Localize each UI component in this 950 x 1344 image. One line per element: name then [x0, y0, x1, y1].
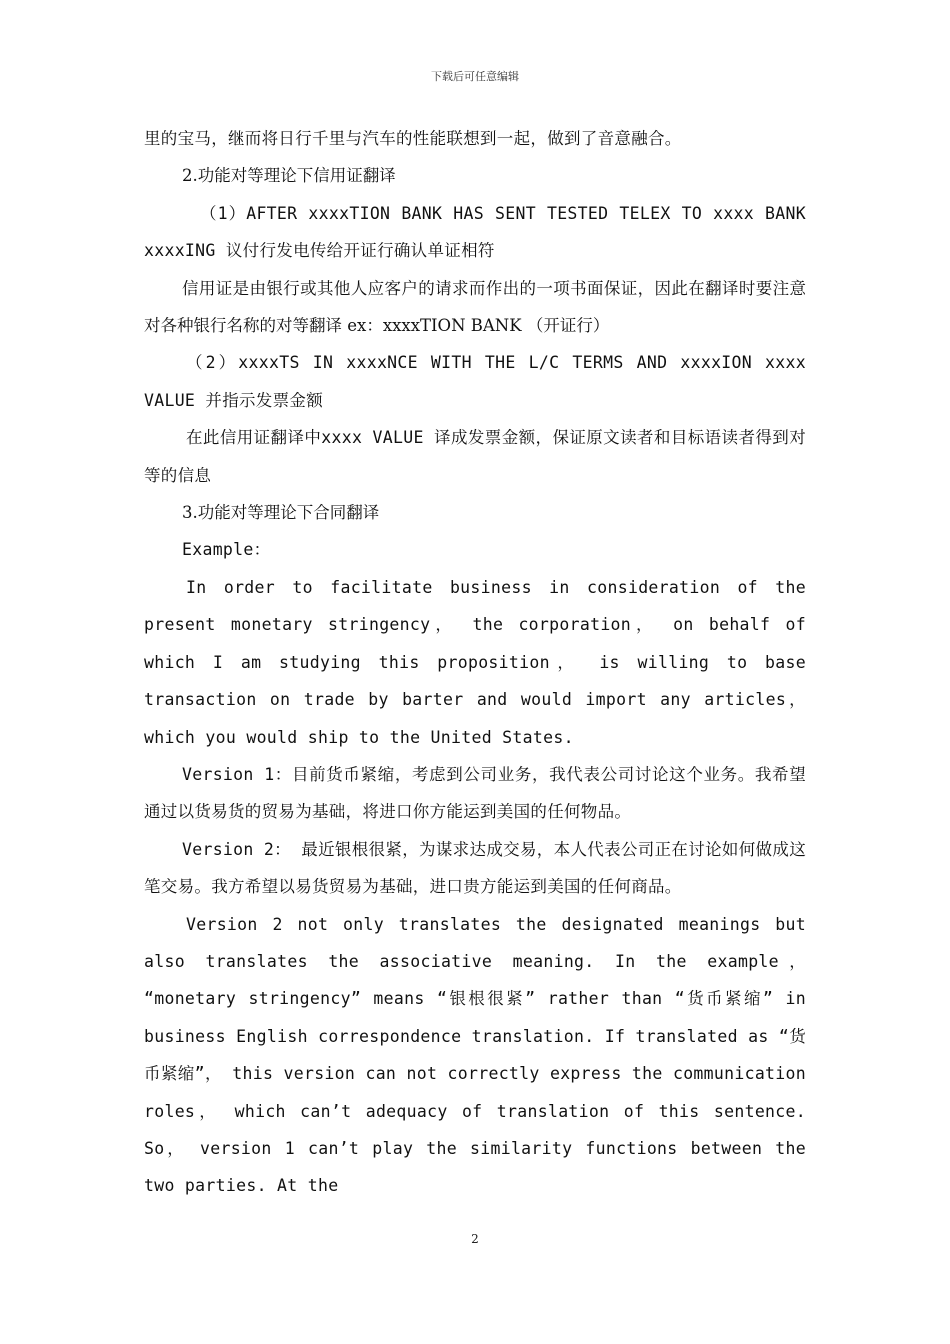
paragraph-lc-explanation: 信用证是由银行或其他人应客户的请求而作出的一项书面保证，因此在翻译时要注意对各种银行名称的对等翻译 ex：xxxxTION BANK （开证行）: [144, 278, 806, 336]
page-number: 2: [471, 1232, 479, 1246]
version-2-translation: Version 2： 最近银根很紧，为谋求达成交易，本人代表公司正在讨论如何做成这笔交易。我方希望以易货贸易为基础，进口贵方能运到美国的任何商品。: [144, 839, 806, 897]
paragraph-invoice-value: 在此信用证翻译中xxxx VALUE 译成发票金额，保证原文读者和目标语读者得到对等的信息: [144, 428, 806, 485]
version-1-translation: Version 1：目前货币紧缩，考虑到公司业务，我代表公司讨论这个业务。我希望通过以货易货的贸易为基础，将进口你方能运到美国的任何物品。: [144, 764, 806, 822]
lc-example-2: （2）xxxxTS IN xxxxNCE WITH THE L/C TERMS AND xxxxION xxxx VALUE 并指示发票金额: [144, 353, 806, 410]
section-heading-lc-translation: 2.功能对等理论下信用证翻译: [182, 166, 396, 186]
example-source-text: In order to facilitate business in consideration of the present monetary stringency， the corporation， on behalf of which I am studying this proposition， is willing to base transaction on trade by barter and would import any articles， which you would ship to the United States.: [144, 577, 806, 747]
analysis-paragraph: Version 2 not only translates the designated meanings but also translates the associative meaning. In the example， “monetary stringency” means “银根很紧” rather than “货币紧缩” in business English correspondence translation. If translated as “货币紧缩”， this version can not correctly express the communication roles， which can’t adequacy of translation of this sentence. So， version 1 can’t play the similarity functions between the two parties. At the: [144, 914, 806, 1196]
paragraph-continuation: 里的宝马，继而将日行千里与汽车的性能联想到一起，做到了音意融合。: [144, 129, 682, 148]
example-label: Example：: [182, 540, 271, 560]
section-heading-contract-translation: 3.功能对等理论下合同翻译: [182, 503, 380, 523]
document-body: [144, 120, 806, 1205]
lc-example-1: （1）AFTER xxxxTION BANK HAS SENT TESTED TELEX TO xxxx BANK xxxxING 议付行发电传给开证行确认单证相符: [144, 203, 806, 261]
page-header: 下载后可任意编辑: [431, 70, 519, 83]
